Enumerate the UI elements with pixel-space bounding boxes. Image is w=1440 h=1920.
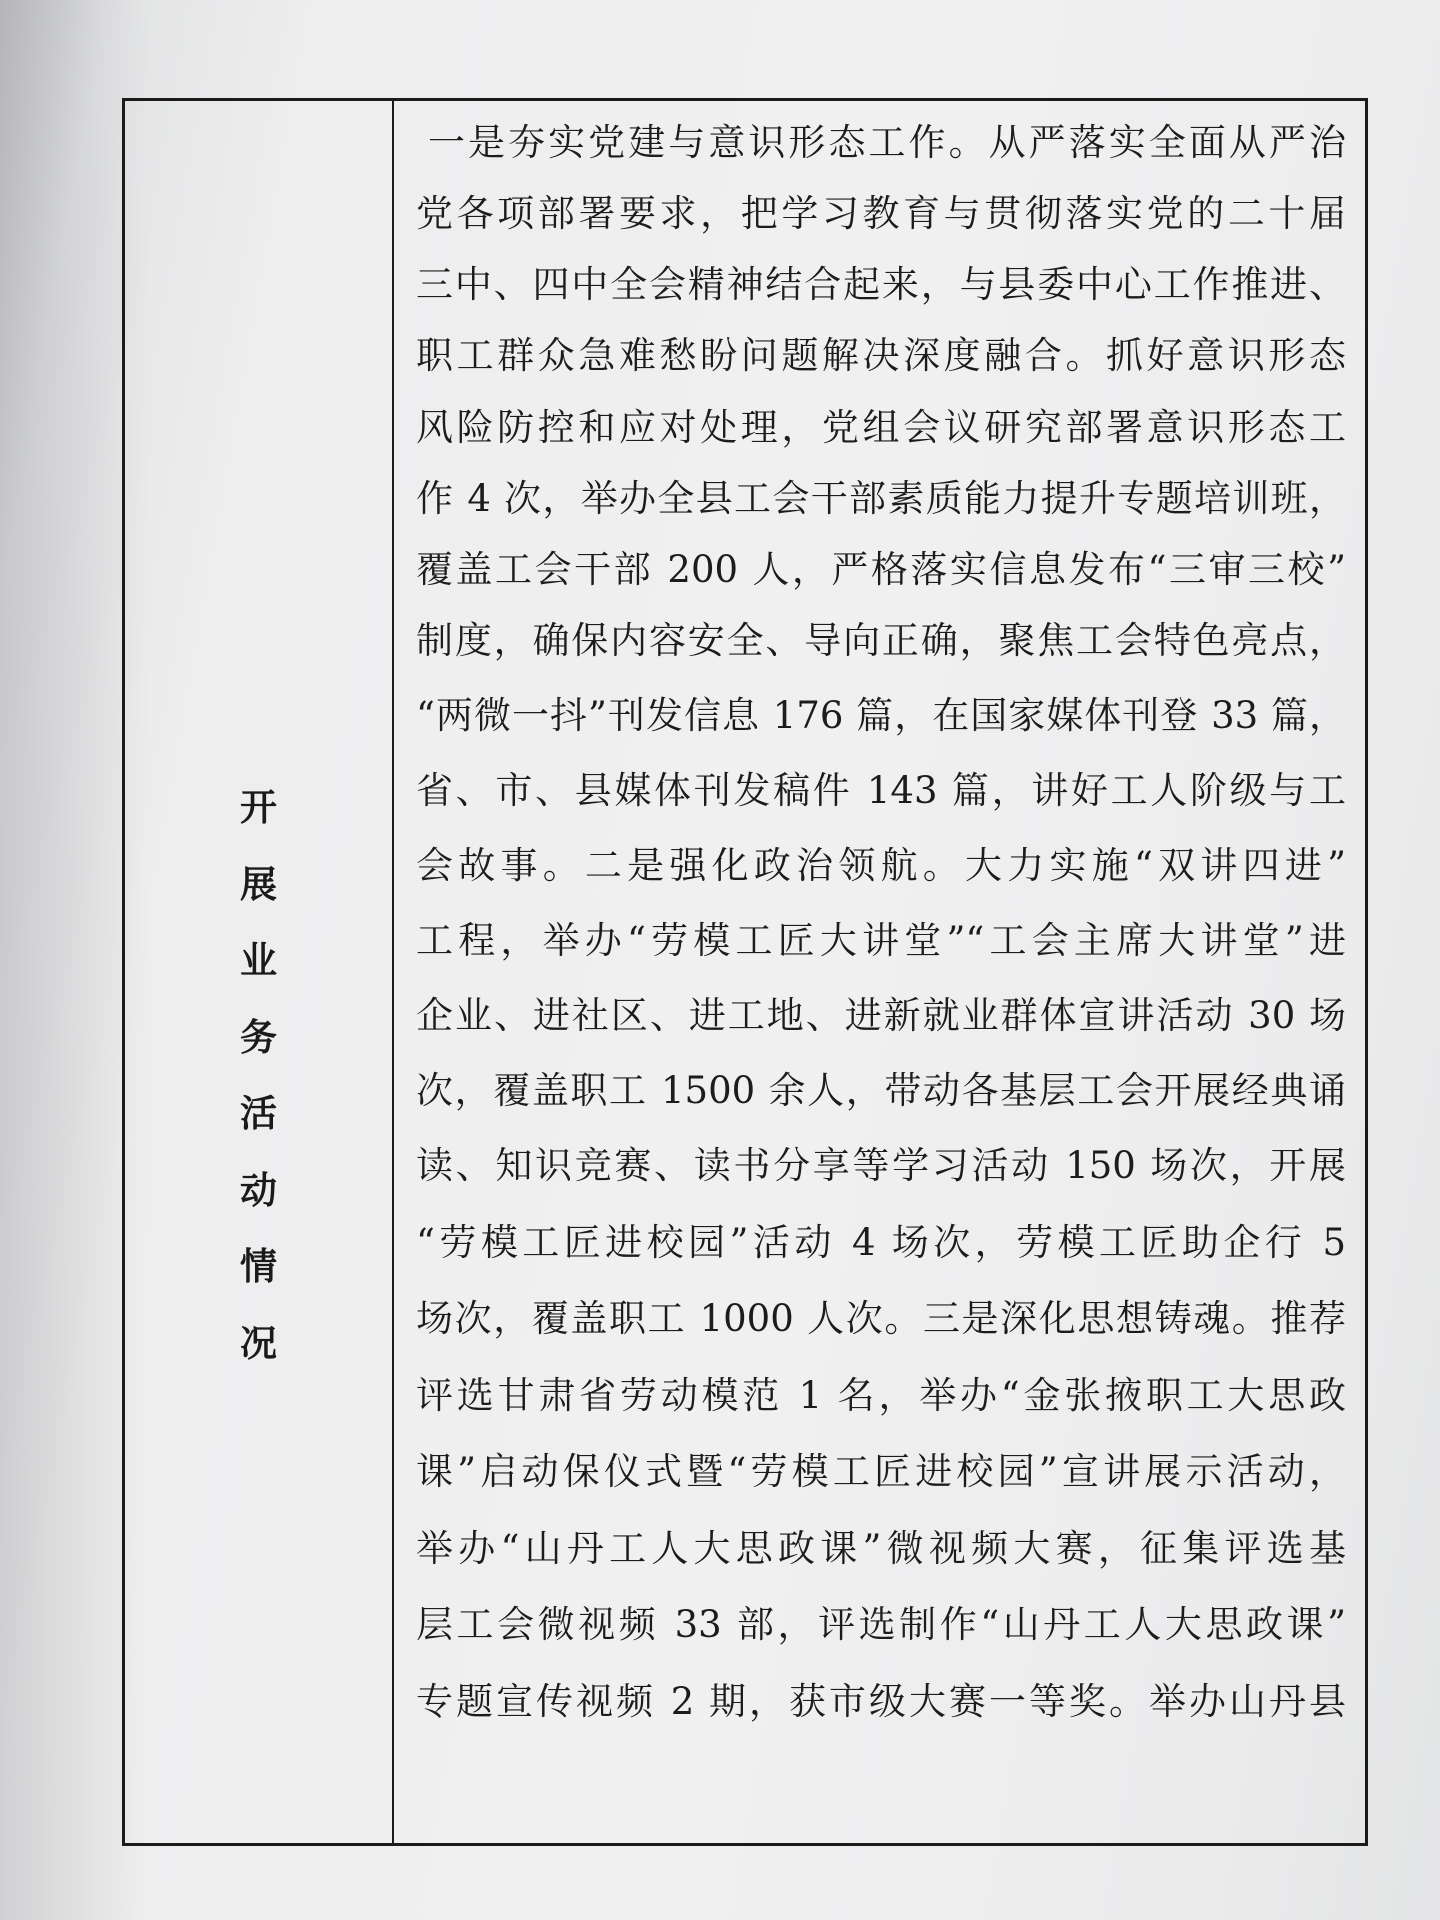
- content-line: 举办“山丹工人大思政课”微视频大赛，征集评选基: [416, 1527, 1346, 1570]
- content-line: 企业、进社区、进工地、进新就业群体宣讲活动 30 场: [416, 994, 1346, 1037]
- row-label-char: 情: [240, 1244, 277, 1288]
- row-label-char: 动: [240, 1167, 277, 1212]
- row-label-char: 务: [240, 1014, 277, 1059]
- row-label-char: 活: [240, 1091, 277, 1135]
- content-line: 场次，覆盖职工 1000 人次。三是深化思想铸魂。推荐: [416, 1297, 1346, 1340]
- content-line: 课”启动保仪式暨“劳模工匠进校园”宣讲展示活动，: [416, 1450, 1346, 1493]
- content-line: “劳模工匠进校园”活动 4 场次，劳模工匠助企行 5: [416, 1221, 1346, 1264]
- row-label-char: 展: [240, 861, 277, 906]
- content-line: 次，覆盖职工 1500 余人，带动各基层工会开展经典诵: [416, 1069, 1346, 1112]
- content-line: 作 4 次，举办全县工会干部素质能力提升专题培训班，: [416, 477, 1346, 520]
- content-line: 覆盖工会干部 200 人，严格落实信息发布“三审三校”: [416, 548, 1346, 591]
- content-line: 专题宣传视频 2 期，获市级大赛一等奖。举办山丹县: [416, 1680, 1346, 1723]
- content-line: “两微一抖”刊发信息 176 篇，在国家媒体刊登 33 篇，: [416, 694, 1346, 737]
- content-line: 省、市、县媒体刊发稿件 143 篇，讲好工人阶级与工: [416, 769, 1346, 812]
- content-cell: [394, 101, 1365, 1843]
- form-table: [122, 98, 1368, 1846]
- content-line: 党各项部署要求，把学习教育与贯彻落实党的二十届: [416, 192, 1346, 235]
- row-label-char: 开: [240, 785, 277, 829]
- content-line: 层工会微视频 33 部，评选制作“山丹工人大思政课”: [416, 1603, 1346, 1646]
- row-label: [125, 769, 392, 1381]
- row-label-char: 况: [240, 1320, 277, 1365]
- content-line: 三中、四中全会精神结合起来，与县委中心工作推进、: [416, 263, 1346, 306]
- row-label-char: 业: [240, 938, 277, 982]
- content-line: 评选甘肃省劳动模范 1 名，举办“金张掖职工大思政: [416, 1374, 1346, 1417]
- content-line: 读、知识竞赛、读书分享等学习活动 150 场次，开展: [416, 1144, 1346, 1187]
- row-label-cell: [125, 101, 394, 1843]
- content-line: 工程，举办“劳模工匠大讲堂”“工会主席大讲堂”进: [416, 919, 1346, 962]
- content-line: 会故事。二是强化政治领航。大力实施“双讲四进”: [416, 844, 1346, 887]
- content-line: 风险防控和应对处理，党组会议研究部署意识形态工: [416, 406, 1346, 449]
- content-line: 制度，确保内容安全、导向正确，聚焦工会特色亮点，: [416, 619, 1346, 662]
- content-line: 职工群众急难愁盼问题解决深度融合。抓好意识形态: [416, 334, 1346, 377]
- content-line: 一是夯实党建与意识形态工作。从严落实全面从严治: [428, 121, 1346, 164]
